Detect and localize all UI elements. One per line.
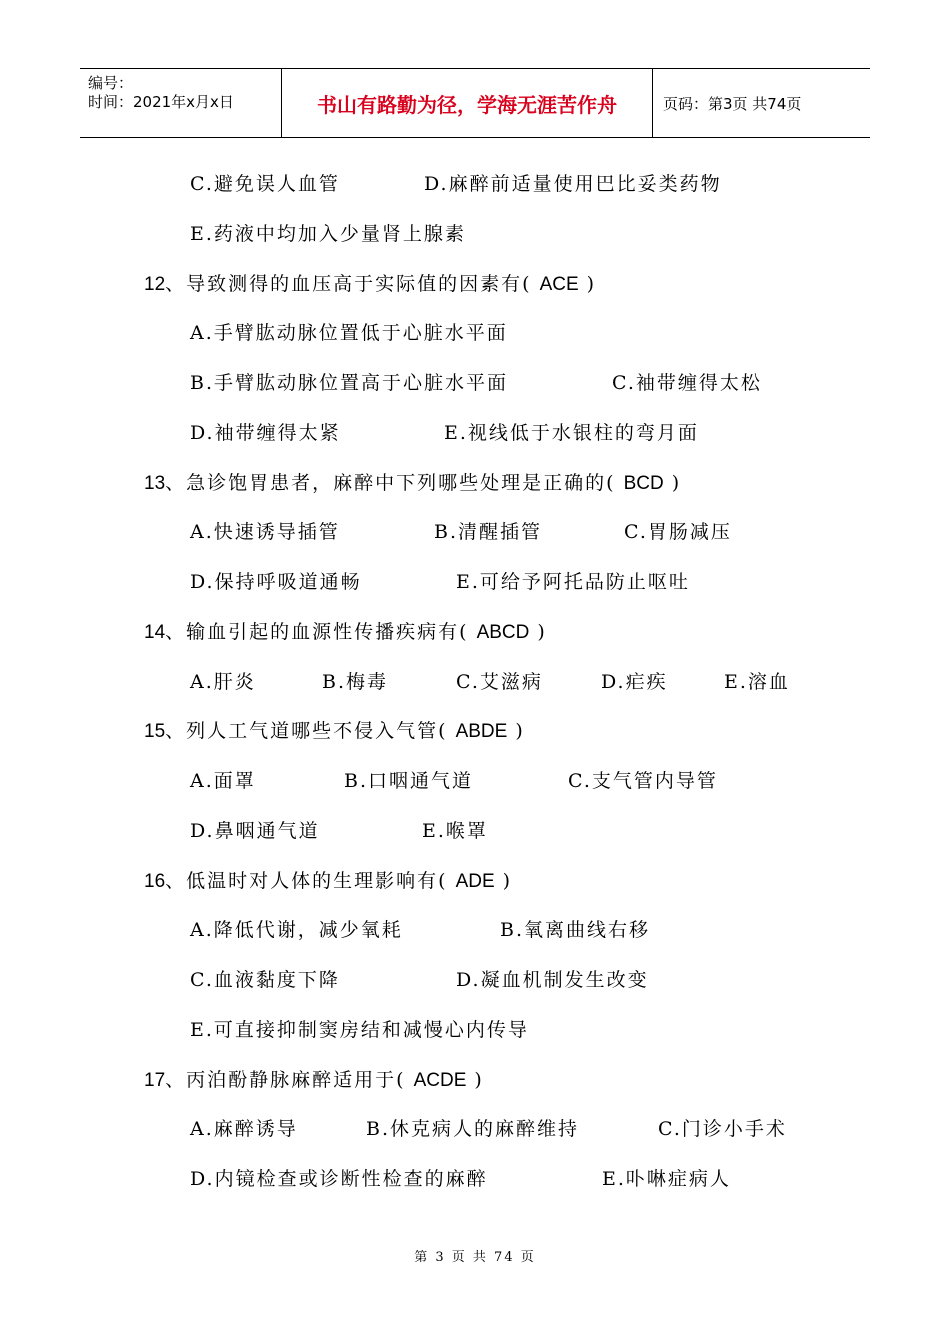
answer-option: E.可给予阿托品防止呕吐 bbox=[456, 571, 690, 593]
question-answer: ABCD bbox=[476, 622, 530, 643]
question-number: 13 bbox=[144, 473, 166, 494]
question-answer: ACDE bbox=[413, 1070, 467, 1091]
answer-option: A.麻醉诱导 bbox=[190, 1118, 298, 1140]
page-footer: 第 3 页 共 74 页 bbox=[414, 1250, 536, 1265]
question-answer: BCD bbox=[623, 473, 664, 494]
question-number: 17 bbox=[144, 1070, 166, 1091]
answer-option: A.肝炎 bbox=[190, 671, 256, 693]
answer-option: C.袖带缠得太松 bbox=[612, 372, 762, 394]
answer-option: C.艾滋病 bbox=[456, 671, 543, 693]
answer-option: C.避免误人血管 bbox=[190, 173, 340, 195]
number-label: 编号： bbox=[88, 74, 134, 92]
answer-option: E.溶血 bbox=[724, 671, 790, 693]
answer-option: E.喉罩 bbox=[422, 820, 488, 842]
question-number: 14 bbox=[144, 622, 166, 643]
header-motto-cell bbox=[282, 69, 653, 137]
answer-option: B.休克病人的麻醉维持 bbox=[366, 1118, 580, 1140]
answer-option: D.凝血机制发生改变 bbox=[456, 969, 649, 991]
answer-option: B.清醒插管 bbox=[434, 521, 543, 543]
question-text: 低温时对人体的生理影响有( bbox=[186, 870, 448, 892]
header-table bbox=[80, 68, 870, 138]
question-17: 17、丙泊酚静脉麻醉适用于( ACDE ) bbox=[144, 1069, 484, 1091]
answer-option: D.疟疾 bbox=[601, 671, 668, 693]
question-text: 导致测得的血压高于实际值的因素有( bbox=[186, 273, 532, 295]
answer-option: B.手臂肱动脉位置高于心脏水平面 bbox=[190, 372, 509, 394]
question-answer: ADE bbox=[455, 871, 495, 892]
answer-option: D.内镜检查或诊断性检查的麻醉 bbox=[190, 1168, 488, 1190]
answer-option: C.血液黏度下降 bbox=[190, 969, 340, 991]
answer-option: B.口咽通气道 bbox=[344, 770, 474, 792]
answer-option: B.梅毒 bbox=[322, 671, 389, 693]
answer-option: D.麻醉前适量使用巴比妥类药物 bbox=[424, 173, 722, 195]
question-14: 14、输血引起的血源性传播疾病有( ABCD ) bbox=[144, 621, 547, 643]
question-16: 16、低温时对人体的生理影响有( ADE ) bbox=[144, 870, 513, 892]
question-number: 16 bbox=[144, 871, 166, 892]
question-text: 急诊饱胃患者，麻醉中下列哪些处理是正确的( bbox=[186, 472, 616, 494]
answer-option: D.鼻咽通气道 bbox=[190, 820, 320, 842]
question-text: 丙泊酚静脉麻醉适用于( bbox=[186, 1069, 406, 1091]
answer-option: E.视线低于水银柱的弯月面 bbox=[444, 422, 699, 444]
question-number: 15 bbox=[144, 721, 166, 742]
answer-option: A.手臂肱动脉位置低于心脏水平面 bbox=[190, 322, 508, 344]
motto-text: 书山有路勤为径，学海无涯苦作舟 bbox=[317, 93, 617, 117]
answer-option: A.面罩 bbox=[190, 770, 256, 792]
question-12: 12、导致测得的血压高于实际值的因素有( ACE ) bbox=[144, 273, 597, 295]
header-page-cell bbox=[653, 69, 870, 137]
question-answer: ACE bbox=[539, 274, 579, 295]
question-text: 列人工气道哪些不侵入气管( bbox=[186, 720, 448, 742]
answer-option: C.支气管内导管 bbox=[568, 770, 718, 792]
answer-option: A.快速诱导插管 bbox=[190, 521, 340, 543]
answer-option: B.氧离曲线右移 bbox=[500, 919, 651, 941]
question-answer: ABDE bbox=[455, 721, 508, 742]
answer-option: C.胃肠减压 bbox=[624, 521, 732, 543]
page-info: 页码：第3页 共74页 bbox=[663, 95, 802, 113]
question-text: 输血引起的血源性传播疾病有( bbox=[186, 621, 469, 643]
answer-option: D.保持呼吸道通畅 bbox=[190, 571, 362, 593]
header-meta-cell bbox=[80, 69, 282, 137]
answer-option: C.门诊小手术 bbox=[658, 1118, 787, 1140]
answer-option: D.袖带缠得太紧 bbox=[190, 422, 341, 444]
question-13: 13、急诊饱胃患者，麻醉中下列哪些处理是正确的( BCD ) bbox=[144, 472, 682, 494]
answer-option: A.降低代谢，减少氧耗 bbox=[190, 919, 403, 941]
answer-option: E.药液中均加入少量肾上腺素 bbox=[190, 223, 466, 245]
answer-option: E.卟啉症病人 bbox=[602, 1168, 731, 1190]
date-label: 时间：2021年x月x日 bbox=[88, 93, 234, 111]
answer-option: E.可直接抑制窦房结和减慢心内传导 bbox=[190, 1019, 529, 1041]
question-number: 12 bbox=[144, 274, 166, 295]
question-15: 15、列人工气道哪些不侵入气管( ABDE ) bbox=[144, 720, 525, 742]
